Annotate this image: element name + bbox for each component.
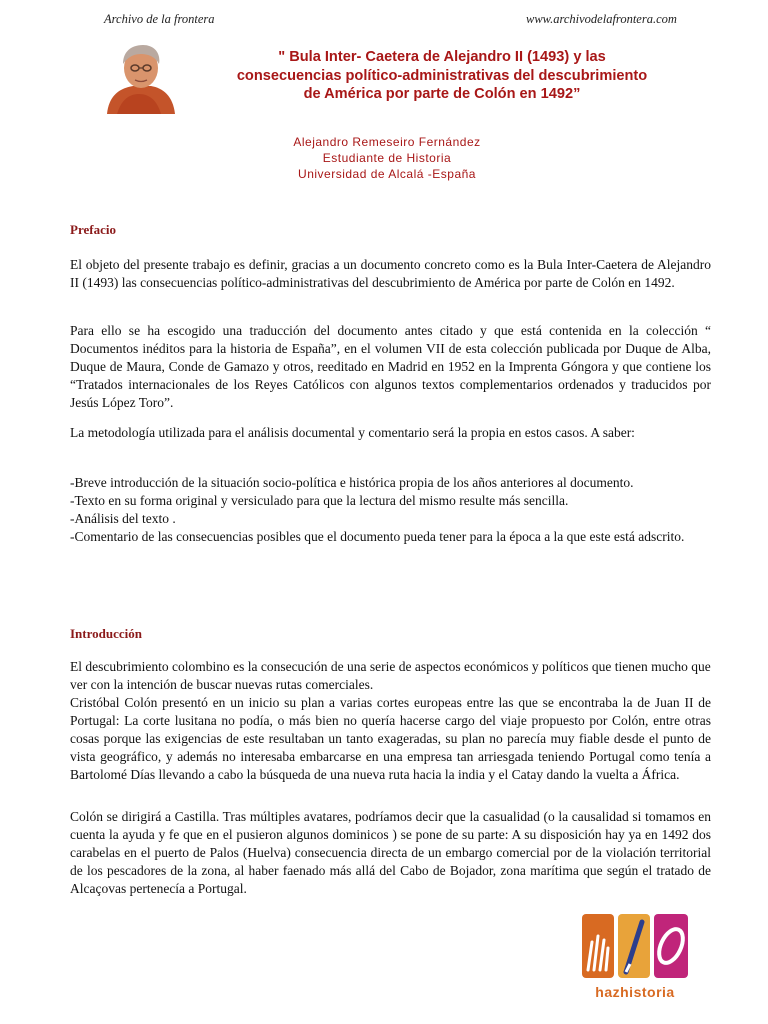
methodology-list: [70, 474, 711, 546]
author-role: Estudiante de Historia: [322, 151, 452, 165]
document-title: [222, 48, 662, 104]
prefacio-paragraph-2: Para ello se ha escogido una traducción del documento antes citado y que está contenida en la colección “ Documentos inéditos para la historia de España”, en el volumen VII de esta colección publicada por Duque de Alba, Duque de Maura, Conde de Gamazo y otros, reeditado en Madrid en 1952 en la Imprenta Góngora y que contiene los “Tratados internacionales de los Reyes Católicos con algunos textos complementarios ordenados y traducidos por Jesús López Toro”.: [70, 323, 711, 410]
logo-text: hazhistoria: [595, 984, 675, 1000]
list-item: -Comentario de las consecuencias posibles que el documento pueda tener para la época a la que este está adscrito.: [70, 529, 685, 544]
title-line: " Bula Inter- Caetera de Alejandro II (1493) y las: [278, 49, 606, 65]
prefacio-paragraph-3: La metodología utilizada para el análisis documental y comentario será la propia en estos casos. A saber:: [70, 425, 635, 440]
list-item: -Breve introducción de la situación socio-política e histórica propia de los años anteriores al documento.: [70, 475, 634, 490]
introduccion-paragraph-2: Cristóbal Colón presentó en un inicio su plan a varias cortes europeas entre las que se encontraba la de Juan II de Portugal: La corte lusitana no podía, o más bien no quería hacerse cargo del viaje propuesto por Colón, entre otras cosas porque las exigencias de este resultaban un tanto exageradas, su plan no parecía muy fiable desde el punto de vista geográfico, y además no interesaba embarcarse en una empresa tan arriesgada teniendo Portugal como tenía a Bartolomé Días llevando a cabo la búsqueda de una nueva ruta hacia la india y el Catay dando la vuelta a África.: [70, 695, 711, 782]
heading-introduccion: Introducción: [70, 626, 142, 641]
prefacio-paragraph-1: El objeto del presente trabajo es definir, gracias a un documento concreto como es la Bula Inter-Caetera de Alejandro II (1493) las consecuencias político-administrativas del descubrimiento de América por parte de Colón en 1492.: [70, 257, 711, 290]
title-line: de América por parte de Colón en 1492”: [303, 86, 581, 102]
introduccion-paragraph-1: El descubrimiento colombino es la consecución de una serie de aspectos económicos y políticos que tienen mucho que ver con la intención de buscar nuevas rutas comerciales.: [70, 659, 711, 692]
author-portrait-image: [103, 42, 177, 114]
introduccion-paragraph-3: Colón se dirigirá a Castilla. Tras múltiples avatares, podríamos decir que la casualidad (o la causalidad si tomamos en cuenta la ayuda y fe que en el pusieron algunos dominicos ) se pone de su parte: A su disposición hay ya en 1492 dos carabelas en el puerto de Palos (Huelva) consecuencia directa de un embargo comercial por de la violación territorial de los pescadores de la zona, al haber faenado más allá del Cabo de Bojador, zona marítima que según el tratado de Alcaçovas pertenecía a Portugal.: [70, 809, 711, 896]
author-name: Alejandro Remeseiro Fernández: [293, 135, 481, 149]
header-right: www.archivodelafrontera.com: [526, 12, 677, 26]
author-info: [262, 134, 512, 182]
list-item: -Texto en su forma original y versiculado para que la lectura del mismo resulte más sencilla.: [70, 493, 569, 508]
title-line: consecuencias político-administrativas del descubrimiento: [236, 67, 648, 84]
list-item: -Análisis del texto .: [70, 511, 176, 526]
author-affiliation: Universidad de Alcalá -España: [298, 167, 476, 181]
hazhistoria-logo-icon: [580, 912, 690, 980]
heading-prefacio: Prefacio: [70, 222, 116, 237]
header-left: Archivo de la frontera: [104, 12, 215, 26]
